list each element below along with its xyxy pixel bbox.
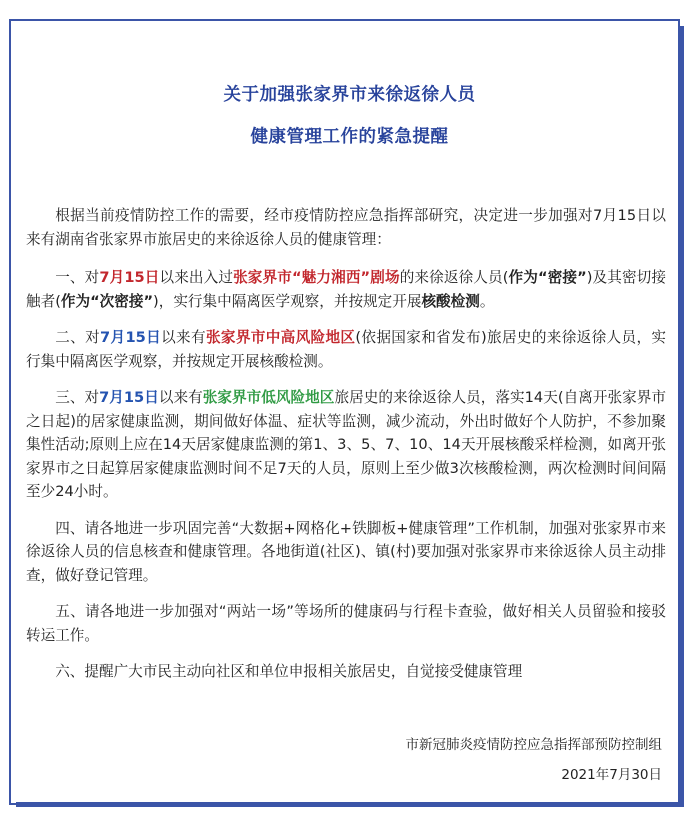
- item-1-text-a: 一、对: [55, 269, 100, 286]
- item-2-text-b: 以来有: [161, 329, 206, 346]
- item-3-text-b: 以来有: [158, 389, 203, 406]
- item-1-role-close-contact: 作为“密接”: [508, 269, 587, 286]
- item-1-paragraph: [26, 266, 666, 313]
- item-6-paragraph: 六、提醒广大市民主动向社区和单位申报相关旅居史，自觉接受健康管理: [55, 663, 523, 680]
- frame-shadow-bottom: [16, 802, 684, 807]
- item-1-text-b: 以来出入过: [159, 269, 234, 286]
- item-3-text-c: 旅居史的来徐返徐人员，落实14天(自离开张家界市之日起)的居家健康监测，期间做好体温、症状等监测，减少流动，外出时做好个人防护，不参加聚集性活动;原则上应在14天居家健康监测的第1、3、5、7、10、14天开展核酸采样检测，如离开张家界市之日起算居家健康监测时间不足7天的人员，原则上至少做3次核酸检测，两次检测时间间隔至少24小时。: [26, 389, 666, 500]
- item-4-paragraph: 四、请各地进一步巩固完善“大数据+网格化+铁脚板+健康管理”工作机制，加强对张家界市来徐返徐人员的信息核查和健康管理。各地街道(社区)、镇(村)要加强对张家界市来徐返徐人员主动排查，做好登记管理。: [26, 519, 666, 584]
- item-1-test: 核酸检测: [421, 292, 480, 310]
- item-3-date: 7月15日: [99, 389, 159, 406]
- item-2-paragraph: [26, 326, 666, 373]
- issue-date: 2021年7月30日: [561, 767, 662, 783]
- item-2-text-a: 二、对: [55, 329, 101, 346]
- item-3-area: 张家界市低风险地区: [202, 389, 335, 406]
- item-3-text-a: 三、对: [55, 389, 100, 406]
- item-1-role-secondary-contact: 作为“次密接”: [60, 292, 154, 310]
- issuer-signature: 市新冠肺炎疫情防控应急指挥部预防控制组: [405, 737, 662, 753]
- notice-title-line2: 健康管理工作的紧急提醒: [250, 127, 449, 147]
- item-2-date: 7月15日: [100, 329, 162, 346]
- item-3-paragraph: [26, 386, 666, 504]
- notice-title-line1: 关于加强张家界市来徐返徐人员: [223, 85, 476, 105]
- item-5-paragraph: 五、请各地进一步加强对“两站一场”等场所的健康码与行程卡查验，做好相关人员留验和接驳转运工作。: [26, 603, 666, 644]
- item-1-date: 7月15日: [99, 269, 160, 286]
- item-1-text-f: 。: [479, 292, 495, 310]
- item-1-place: 张家界市“魅力湘西”剧场: [233, 269, 400, 286]
- intro-paragraph: 根据当前疫情防控工作的需要，经市疫情防控应急指挥部研究，决定进一步加强对7月15日以来有湖南省张家界市旅居史的来徐返徐人员的健康管理：: [26, 207, 666, 248]
- item-1-text-d: )及其密切接触者(: [26, 269, 666, 310]
- item-1-text-e: )，实行集中隔离医学观察，并按规定开展: [153, 292, 422, 310]
- notice-body: [26, 204, 666, 697]
- item-2-text-c: (依据国家和省发布)旅居史的来徐返徐人员，实行集中隔离医学观察，并按规定开展核酸检测。: [26, 329, 666, 370]
- item-1-text-c: 的来徐返徐人员(: [399, 269, 509, 286]
- item-2-area: 张家界市中高风险地区: [205, 329, 356, 346]
